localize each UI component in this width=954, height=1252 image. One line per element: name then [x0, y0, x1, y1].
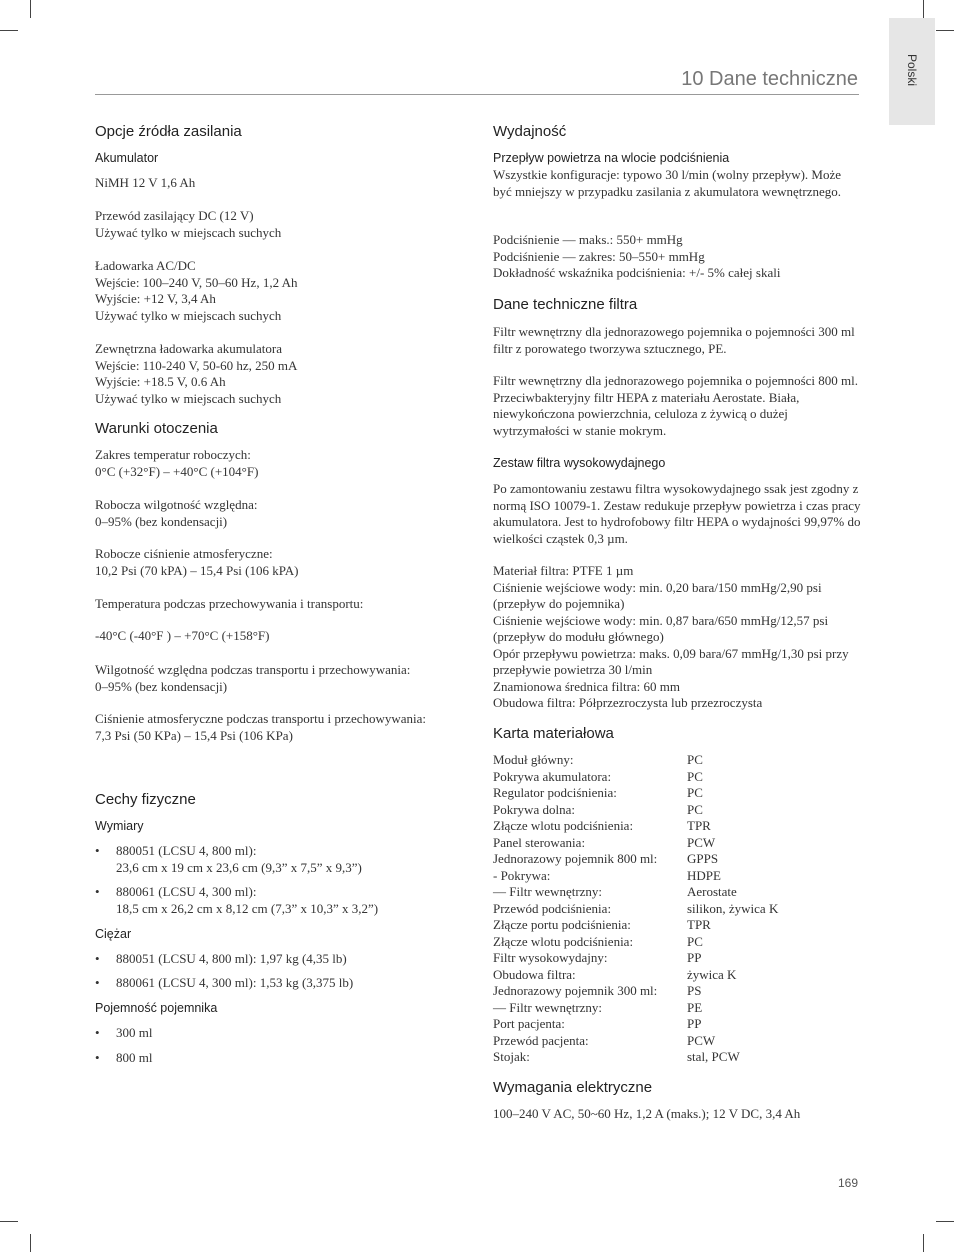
dimensions-subheading: Wymiary — [95, 819, 144, 833]
table-row — [493, 818, 778, 835]
material-value: PP — [687, 950, 702, 965]
dc-cord-text: Przewód zasilający DC (12 V) Używać tylko w miejscach suchych — [95, 208, 282, 240]
material-value: PP — [687, 1016, 702, 1031]
material-value: PC — [687, 785, 703, 800]
material-value: PS — [687, 983, 702, 998]
material-component: Regulator podciśnienia: — [493, 785, 617, 800]
material-component: Pokrywa dolna: — [493, 801, 575, 817]
storage-temperature-label: Temperatura podczas przechowywania i transportu: — [95, 596, 364, 611]
weight-text: 880061 (LCSU 4, 300 ml): 1,53 kg (3,375 lb) — [116, 975, 354, 990]
performance-heading: Wydajność — [493, 123, 567, 140]
table-row — [493, 901, 778, 918]
capacity-text: 300 ml — [116, 1025, 153, 1040]
material-value: PC — [687, 933, 703, 949]
material-component: Jednorazowy pojemnik 300 ml: — [493, 983, 658, 998]
crop-mark — [0, 1221, 18, 1222]
page-number: 169 — [837, 1176, 858, 1190]
material-component: Pokrywa akumulatora: — [493, 768, 612, 784]
material-value: PCW — [687, 834, 716, 850]
material-component: Panel sterowania: — [493, 834, 586, 850]
filter-specs-text: Materiał filtra: PTFE 1 µm Ciśnienie wejściowe wody: min. 0,20 bara/150 mmHg/2,90 psi (przepływ do pojemnika) Ciśnienie wejściowe wody: min. 0,87 bara/650 mmHg/12,57 psi (przepływ do modułu głównego) Opór przepływu powietrza: maks. 0,09 bara/67 mmHg/1,30 psi przy przepływie powietrza 30 l/min Znamionowa średnica filtra: 60 mm Obudowa filtra: Półprzezroczysta lub przezroczysta — [493, 563, 849, 710]
bullet-icon: • — [95, 1050, 100, 1065]
material-component: Jednorazowy pojemnik 800 ml: — [493, 851, 658, 866]
material-value: TPR — [687, 917, 711, 932]
physical-heading: Cechy fizyczne — [95, 791, 196, 808]
table-row — [493, 950, 778, 967]
bullet-icon: • — [95, 843, 100, 858]
header-rule — [95, 94, 859, 95]
table-row — [493, 851, 778, 868]
table-row — [493, 934, 778, 951]
table-row — [493, 884, 778, 901]
crop-mark — [936, 1221, 954, 1222]
table-row — [493, 1033, 778, 1050]
bullet-icon: • — [95, 884, 100, 899]
airflow-subheading: Przepływ powietrza na wlocie podciśnienia — [493, 151, 730, 165]
material-component: Moduł główny: — [493, 752, 574, 767]
table-row — [493, 835, 778, 852]
material-component: Przewód podciśnienia: — [493, 900, 612, 916]
chapter-title: 10 Dane techniczne — [681, 68, 858, 90]
filter-300-text: Filtr wewnętrzny dla jednorazowego pojemnika o pojemności 300 ml filtr z porowatego tworzywa sztucznego, PE. — [493, 324, 855, 356]
material-component: Złącze wlotu podciśnienia: — [493, 933, 634, 949]
table-row — [493, 752, 778, 769]
ac-dc-charger-text: Ładowarka AC/DC Wejście: 100–240 V, 50–60 Hz, 1,2 Ah Wyjście: +12 V, 3,4 Ah Używać tylko w miejscach suchych — [95, 258, 298, 323]
material-value: PC — [687, 752, 703, 767]
material-component: — Filtr wewnętrzny: — [493, 999, 603, 1015]
material-value: PC — [687, 768, 703, 784]
battery-text: NiMH 12 V 1,6 Ah — [95, 175, 196, 190]
material-value: żywica K — [687, 966, 737, 982]
battery-subheading: Akumulator — [95, 151, 159, 165]
bullet-icon: • — [95, 951, 100, 966]
material-value: GPPS — [687, 851, 719, 866]
crop-mark — [0, 30, 18, 31]
table-row — [493, 1049, 778, 1066]
material-component: Obudowa filtra: — [493, 966, 576, 982]
table-row — [493, 1000, 778, 1017]
bullet-icon: • — [95, 1025, 100, 1040]
crop-mark — [923, 0, 924, 18]
table-row — [493, 785, 778, 802]
environment-heading: Warunki otoczenia — [95, 420, 218, 437]
hd-filter-text: Po zamontowaniu zestawu filtra wysokowydajnego ssak jest zgodny z normą ISO 10079-1. Zestaw redukuje przepływ powietrza i czas pracy akumulatora. Jest to hydrofobowy filtr HEPA o wydajności 99,97% do wielkości cząstek 0,3 µm. — [493, 481, 861, 546]
material-component: Filtr wysokowydajny: — [493, 950, 608, 965]
table-row — [493, 769, 778, 786]
material-component: Złącze wlotu podciśnienia: — [493, 818, 634, 833]
table-row — [493, 917, 778, 934]
capacity-subheading: Pojemność pojemnika — [95, 1001, 218, 1015]
storage-pressure-text: Ciśnienie atmosferyczne podczas transportu i przechowywania: 7,3 Psi (50 KPa) – 15,4 Psi (106 KPa) — [95, 711, 427, 743]
material-value: HDPE — [687, 867, 721, 883]
capacity-text: 800 ml — [116, 1050, 153, 1065]
material-component: Przewód pacjenta: — [493, 1032, 589, 1048]
materials-heading: Karta materiałowa — [493, 725, 614, 742]
hd-filter-subheading: Zestaw filtra wysokowydajnego — [493, 456, 666, 470]
weight-subheading: Ciężar — [95, 927, 132, 941]
material-component: Port pacjenta: — [493, 1016, 565, 1031]
crop-mark — [936, 30, 954, 31]
weight-text: 880051 (LCSU 4, 800 ml): 1,97 kg (4,35 lb) — [116, 951, 347, 966]
operating-pressure-text: Robocze ciśnienie atmosferyczne: 10,2 Psi (70 kPA) – 15,4 Psi (106 kPA) — [95, 546, 299, 578]
storage-temperature-range: -40°C (-40°F ) – +70°C (+158°F) — [95, 628, 270, 643]
material-value: PE — [687, 999, 703, 1015]
material-value: Aerostate — [687, 884, 737, 899]
language-tab — [889, 18, 935, 125]
table-row — [493, 868, 778, 885]
material-value: TPR — [687, 818, 711, 833]
external-charger-text: Zewnętrzna ładowarka akumulatora Wejście: 110-240 V, 50-60 hz, 250 mA Wyjście: +18.5 V, 0.6 Ah Używać tylko w miejscach suchych — [95, 341, 298, 406]
operating-temperature-text: Zakres temperatur roboczych: 0°C (+32°F) – +40°C (+104°F) — [95, 447, 259, 479]
dimension-text: 880051 (LCSU 4, 800 ml): 23,6 cm x 19 cm x 23,6 cm (9,3” x 7,5” x 9,3”) — [116, 843, 362, 875]
crop-mark — [30, 0, 31, 18]
power-options-heading: Opcje źródła zasilania — [95, 123, 242, 140]
filter-heading: Dane techniczne filtra — [493, 296, 638, 313]
filter-800-text: Filtr wewnętrzny dla jednorazowego pojemnika o pojemności 800 ml. Przeciwbakteryjny filtr HEPA z materiału Aerostate. Biała, niewykończona powierzchnia, celuloza z żywicą o dużej wytrzymałości w stanie mokrym. — [493, 373, 858, 438]
language-tab-label: Polski — [905, 53, 919, 87]
table-row — [493, 1016, 778, 1033]
table-row — [493, 802, 778, 819]
table-row — [493, 967, 778, 984]
crop-mark — [923, 1234, 924, 1252]
operating-humidity-text: Robocza wilgotność względna: 0–95% (bez kondensacji) — [95, 497, 258, 529]
material-component: - Pokrywa: — [493, 867, 551, 883]
vacuum-text: Podciśnienie — maks.: 550+ mmHg Podciśnienie — zakres: 50–550+ mmHg Dokładność wskaźnika podciśnienia: +/- 5% całej skali — [493, 232, 781, 280]
table-row — [493, 983, 778, 1000]
material-value: PC — [687, 801, 703, 817]
material-value: silikon, żywica K — [687, 900, 779, 916]
material-component: Złącze portu podciśnienia: — [493, 917, 631, 932]
material-component: — Filtr wewnętrzny: — [493, 884, 603, 899]
electrical-heading: Wymagania elektryczne — [493, 1079, 653, 1096]
material-value: PCW — [687, 1032, 716, 1048]
dimension-text: 880061 (LCSU 4, 300 ml): 18,5 cm x 26,2 cm x 8,12 cm (7,3” x 10,3” x 3,2”) — [116, 884, 379, 916]
material-value: stal, PCW — [687, 1049, 740, 1064]
material-component: Stojak: — [493, 1049, 530, 1064]
storage-humidity-text: Wilgotność względna podczas transportu i przechowywania: 0–95% (bez kondensacji) — [95, 662, 411, 694]
electrical-text: 100–240 V AC, 50~60 Hz, 1,2 A (maks.); 12 V DC, 3,4 Ah — [493, 1106, 801, 1121]
bullet-icon: • — [95, 975, 100, 990]
crop-mark — [30, 1234, 31, 1252]
materials-table — [493, 752, 778, 1066]
airflow-text: Wszystkie konfiguracje: typowo 30 l/min (wolny przepływ). Może być mniejszy w przypadku zasilania z akumulatora wewnętrznego. — [493, 167, 842, 199]
